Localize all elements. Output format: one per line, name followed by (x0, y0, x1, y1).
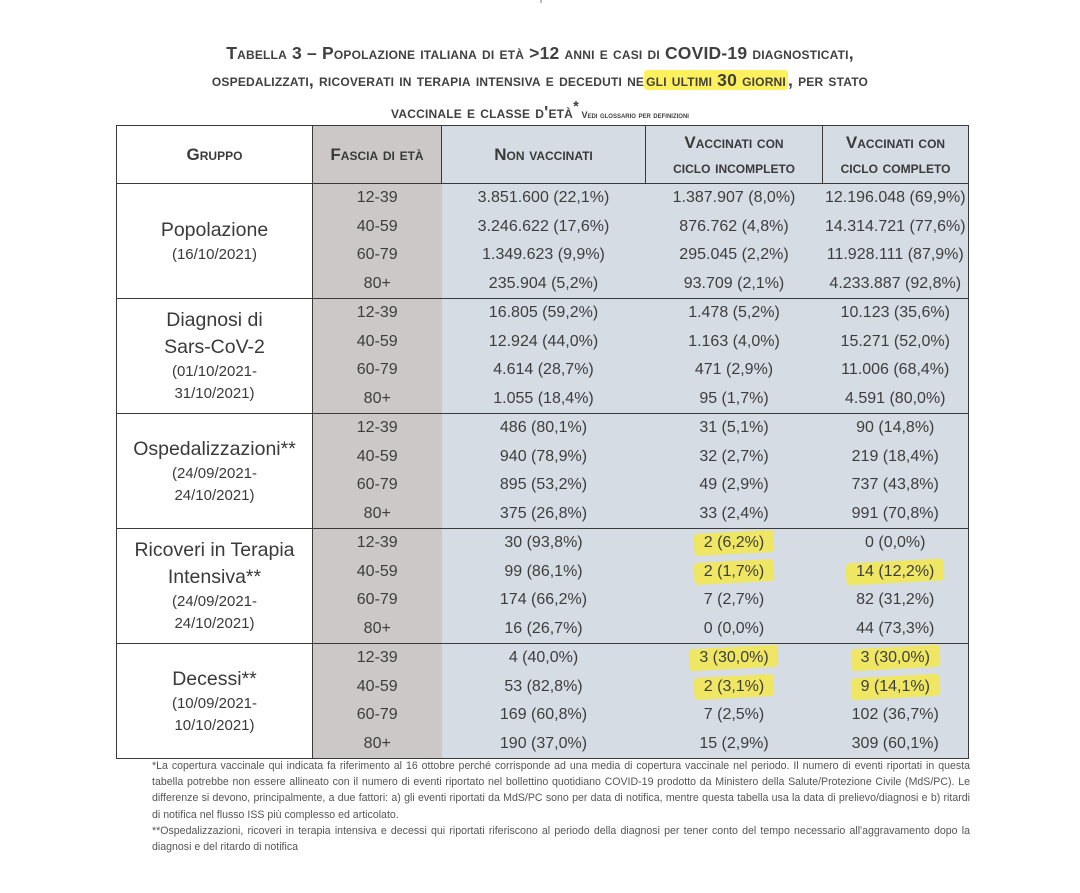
incompleto-cell-content (679, 241, 788, 269)
completo-cell-value: 10.123 (35,6%) (840, 304, 950, 322)
group-date-2: 31/10/2021) (174, 385, 255, 402)
completo-cell-content (845, 385, 946, 413)
non-vaccinati-cell (442, 558, 646, 587)
table-body (117, 184, 969, 759)
header-completo (823, 126, 969, 184)
completo-cell-content (841, 328, 950, 356)
age-band-cell-value: 40-59 (356, 447, 398, 465)
non-vaccinati-cell (442, 673, 646, 702)
title-line-3-text: vaccinale e classe d'età (391, 101, 574, 122)
age-band-cell-value: 12-39 (356, 419, 398, 437)
non-vaccinati-cell-value: 12.924 (44,0%) (488, 332, 599, 350)
header-incompleto-line1: Vaccinati con (684, 132, 784, 152)
completo-cell-content (825, 184, 966, 212)
non-vaccinati-cell-content (500, 701, 587, 729)
non-vaccinati-cell-content (500, 500, 587, 528)
non-vaccinati-cell (442, 500, 646, 529)
age-band-cell-value: 60-79 (356, 591, 398, 609)
age-band-cell-content (364, 730, 391, 758)
completo-cell (823, 299, 969, 328)
age-band-cell-content (357, 673, 398, 701)
non-vaccinati-cell-value: 486 (80,1%) (499, 419, 588, 437)
non-vaccinati-cell-value: 1.055 (18,4%) (493, 389, 594, 407)
age-band-cell-content (357, 241, 398, 269)
non-vaccinati-cell-content (509, 644, 578, 672)
incompleto-cell (646, 414, 823, 443)
age-band-cell (313, 356, 442, 385)
non-vaccinati-cell-value: 30 (93,8%) (504, 534, 583, 552)
header-gruppo: Gruppo (117, 126, 313, 184)
age-band-cell-value: 40-59 (356, 677, 398, 695)
completo-cell (823, 644, 969, 673)
completo-cell-content (861, 673, 930, 701)
age-band-cell-content (364, 615, 391, 643)
completo-cell-value: 0 (0,0%) (865, 534, 926, 552)
group-name: Decessi** (172, 667, 257, 690)
age-band-cell-value: 40-59 (356, 332, 398, 350)
age-band-cell-value: 40-59 (356, 217, 398, 235)
non-vaccinati-cell-content (504, 558, 582, 586)
title-asterisk: * (573, 99, 579, 115)
non-vaccinati-cell (442, 356, 646, 385)
non-vaccinati-cell-content (500, 414, 587, 442)
age-band-cell (313, 615, 442, 644)
completo-cell (823, 471, 969, 500)
group-name: Ricoveri in Terapia (134, 539, 295, 561)
age-band-cell-value: 12-39 (356, 189, 398, 207)
age-band-cell-value: 12-39 (356, 304, 398, 322)
non-vaccinati-cell (442, 443, 646, 472)
completo-cell-value: 82 (31,2%) (856, 591, 935, 609)
age-band-cell-value: 12-39 (356, 649, 398, 667)
age-band-cell (313, 270, 442, 299)
glossary-note: Vedi glossario per definizioni (578, 109, 689, 120)
age-band-cell-value: 80+ (363, 504, 391, 522)
non-vaccinati-cell (442, 586, 646, 615)
incompleto-cell-value: 471 (2,9%) (694, 361, 774, 379)
completo-cell-value: 9 (14,1%) (860, 677, 930, 695)
completo-cell-value: 737 (43,8%) (851, 476, 939, 494)
group-date-2: 24/10/2021) (174, 615, 255, 632)
incompleto-cell-value: 2 (3,1%) (703, 677, 765, 695)
title-line-1: Tabella 3 – Popolazione italiana di età >12 anni e casi di COVID-19 diagnosticati, (226, 43, 854, 63)
incompleto-cell (646, 586, 823, 615)
incompleto-cell-content (688, 299, 780, 327)
completo-cell-content (856, 414, 934, 442)
non-vaccinati-cell (442, 328, 646, 357)
non-vaccinati-cell (442, 184, 646, 213)
incompleto-cell (646, 385, 823, 414)
age-band-cell (313, 213, 442, 242)
incompleto-cell-value: 3 (30,0%) (699, 649, 769, 667)
completo-cell-content (856, 558, 934, 586)
non-vaccinati-cell (442, 529, 646, 558)
age-band-cell (313, 471, 442, 500)
header-row (117, 126, 969, 184)
completo-cell-content (825, 213, 966, 241)
incompleto-cell-content (673, 184, 796, 212)
age-band-cell-value: 80+ (363, 389, 391, 407)
group-date: (16/10/2021) (171, 245, 258, 263)
completo-cell (823, 730, 969, 759)
incompleto-cell (646, 328, 823, 357)
group-name: Ospedalizzazioni** (133, 437, 296, 460)
incompleto-cell-content (704, 701, 764, 729)
group-label (117, 529, 313, 644)
title-line-2-post: , per stato (787, 70, 869, 90)
completo-cell (823, 270, 969, 299)
age-band-cell-content (357, 356, 398, 384)
age-band-cell-content (357, 644, 398, 672)
completo-cell (823, 558, 969, 587)
non-vaccinati-cell-content (493, 385, 594, 413)
incompleto-cell-value: 876.762 (4,8%) (679, 217, 789, 235)
incompleto-cell-content (704, 529, 764, 557)
incompleto-cell (646, 701, 823, 730)
group-label (117, 644, 313, 759)
incompleto-cell (646, 615, 823, 644)
completo-cell-content (852, 471, 939, 499)
incompleto-cell-value: 1.478 (5,2%) (688, 304, 780, 322)
completo-cell (823, 673, 969, 702)
incompleto-cell-value: 2 (6,2%) (703, 534, 765, 552)
completo-cell-value: 14.314.721 (77,6%) (824, 217, 966, 235)
incompleto-cell-value: 93.709 (2,1%) (683, 274, 785, 292)
title-line-3 (110, 94, 970, 129)
non-vaccinati-cell-value: 99 (86,1%) (504, 562, 583, 580)
incompleto-cell (646, 241, 823, 270)
non-vaccinati-cell-value: 235.904 (5,2%) (488, 274, 599, 292)
table-row (117, 529, 969, 558)
group-name-2: Intensiva** (167, 566, 262, 588)
group-label (117, 299, 313, 414)
age-band-cell-content (364, 500, 391, 528)
completo-cell-content (865, 529, 925, 557)
incompleto-cell-content (699, 644, 768, 672)
age-band-cell (313, 184, 442, 213)
non-vaccinati-cell (442, 730, 646, 759)
group-date-2: 10/10/2021) (174, 716, 255, 734)
table-title (110, 40, 970, 129)
non-vaccinati-cell-content (504, 529, 582, 557)
non-vaccinati-cell-value: 895 (53,2%) (499, 476, 588, 494)
non-vaccinati-cell-content (504, 615, 582, 643)
non-vaccinati-cell-value: 190 (37,0%) (499, 734, 588, 752)
age-band-cell-content (357, 586, 398, 614)
vaccination-table (116, 125, 969, 759)
non-vaccinati-cell-value: 4.614 (28,7%) (493, 361, 594, 379)
footnote-2: **Ospedalizzazioni, ricoveri in terapia intensiva e decessi qui riportati riferiscono al periodo della diagnosi per tener conto del tempo necessario all'aggravamento dopo la diagnosi e del ritardo di notifica (152, 824, 970, 854)
non-vaccinati-cell-value: 375 (26,8%) (499, 504, 588, 522)
non-vaccinati-cell (442, 385, 646, 414)
non-vaccinati-cell (442, 644, 646, 673)
non-vaccinati-cell-content (500, 586, 587, 614)
incompleto-cell (646, 270, 823, 299)
incompleto-cell-content (699, 414, 768, 442)
incompleto-cell-value: 33 (2,4%) (699, 504, 769, 522)
age-band-cell (313, 673, 442, 702)
age-band-cell (313, 414, 442, 443)
completo-cell-value: 15.271 (52,0%) (840, 332, 950, 350)
non-vaccinati-cell-value: 16.805 (59,2%) (488, 304, 599, 322)
age-band-cell (313, 500, 442, 529)
non-vaccinati-cell-value: 16 (26,7%) (504, 619, 583, 637)
age-band-cell (313, 443, 442, 472)
age-band-cell-content (357, 701, 398, 729)
age-band-cell-content (357, 558, 398, 586)
incompleto-cell-value: 295.045 (2,2%) (679, 246, 789, 264)
incompleto-cell-content (699, 385, 768, 413)
age-band-cell-content (357, 471, 398, 499)
age-band-cell-value: 80+ (363, 274, 391, 292)
age-band-cell-value: 60-79 (356, 706, 398, 724)
incompleto-cell-value: 7 (2,7%) (703, 591, 765, 609)
incompleto-cell-value: 1.387.907 (8,0%) (672, 189, 796, 207)
completo-cell (823, 443, 969, 472)
incompleto-cell-content (699, 443, 768, 471)
completo-cell (823, 241, 969, 270)
completo-cell-value: 991 (70,8%) (851, 504, 939, 522)
age-band-cell (313, 558, 442, 587)
age-band-cell-content (357, 529, 398, 557)
incompleto-cell-content (699, 500, 768, 528)
completo-cell (823, 213, 969, 242)
non-vaccinati-cell-value: 3.851.600 (22,1%) (477, 189, 610, 207)
age-band-cell-content (357, 213, 398, 241)
incompleto-cell-content (699, 730, 768, 758)
completo-cell-value: 219 (18,4%) (851, 447, 939, 465)
completo-cell (823, 529, 969, 558)
age-band-cell (313, 701, 442, 730)
group-date: (01/10/2021- (171, 363, 258, 380)
non-vaccinati-cell-content (478, 213, 610, 241)
table-row (117, 299, 969, 328)
non-vaccinati-cell-content (500, 471, 587, 499)
age-band-cell-content (364, 270, 391, 298)
completo-cell (823, 328, 969, 357)
incompleto-cell (646, 184, 823, 213)
incompleto-cell-content (704, 558, 764, 586)
group-date: (10/09/2021- (171, 694, 258, 712)
completo-cell-value: 4.233.887 (92,8%) (829, 274, 962, 292)
incompleto-cell (646, 443, 823, 472)
completo-cell (823, 385, 969, 414)
incompleto-cell (646, 471, 823, 500)
non-vaccinati-cell (442, 414, 646, 443)
age-band-cell (313, 730, 442, 759)
completo-cell-content (852, 443, 939, 471)
age-band-cell-content (357, 184, 398, 212)
age-band-cell-value: 60-79 (356, 246, 398, 264)
completo-cell-content (856, 586, 934, 614)
title-highlight: gli ultimi 30 giorni (646, 70, 786, 90)
incompleto-cell-content (695, 356, 773, 384)
non-vaccinati-cell-content (500, 730, 587, 758)
completo-cell-content (841, 299, 950, 327)
header-non-vaccinati: Non vaccinati (442, 126, 646, 184)
non-vaccinati-cell (442, 701, 646, 730)
header-incompleto-line2: ciclo incompleto (673, 157, 795, 177)
completo-cell (823, 356, 969, 385)
incompleto-cell (646, 213, 823, 242)
group-name-2: Sars-CoV-2 (164, 336, 265, 358)
group-date: (24/09/2021- (171, 464, 258, 482)
age-band-cell-content (357, 443, 398, 471)
non-vaccinati-cell-value: 169 (60,8%) (499, 706, 588, 724)
age-band-cell (313, 644, 442, 673)
page-top-mark (540, 0, 542, 3)
incompleto-cell-content (704, 615, 764, 643)
non-vaccinati-cell (442, 615, 646, 644)
completo-cell-content (827, 241, 964, 269)
group-label (117, 414, 313, 529)
non-vaccinati-cell-content (500, 443, 587, 471)
incompleto-cell-value: 0 (0,0%) (703, 619, 765, 637)
completo-cell-value: 309 (60,1%) (851, 734, 939, 752)
completo-cell-value: 14 (12,2%) (856, 562, 935, 580)
non-vaccinati-cell (442, 213, 646, 242)
non-vaccinati-cell-value: 53 (82,8%) (504, 677, 583, 695)
non-vaccinati-cell-content (493, 356, 594, 384)
header-incompleto (646, 126, 823, 184)
completo-cell-value: 102 (36,7%) (851, 706, 939, 724)
header-completo-line1: Vaccinati con (845, 132, 946, 152)
non-vaccinati-cell-content (489, 299, 598, 327)
incompleto-cell-value: 32 (2,7%) (699, 447, 769, 465)
group-name: Diagnosi di (166, 309, 263, 331)
non-vaccinati-cell-value: 4 (40,0%) (508, 649, 579, 667)
incompleto-cell-content (699, 471, 768, 499)
incompleto-cell-value: 95 (1,7%) (699, 389, 769, 407)
completo-cell-value: 11.006 (68,4%) (841, 361, 950, 379)
completo-cell-content (856, 615, 934, 643)
non-vaccinati-cell (442, 471, 646, 500)
non-vaccinati-cell-value: 3.246.622 (17,6%) (477, 217, 610, 235)
non-vaccinati-cell-content (478, 184, 610, 212)
group-label (117, 184, 313, 299)
completo-cell (823, 615, 969, 644)
completo-cell (823, 701, 969, 730)
non-vaccinati-cell (442, 241, 646, 270)
completo-cell-content (852, 701, 939, 729)
age-band-cell-value: 60-79 (356, 476, 398, 494)
completo-cell-content (829, 270, 961, 298)
incompleto-cell (646, 356, 823, 385)
non-vaccinati-cell-value: 174 (66,2%) (499, 591, 588, 609)
incompleto-cell-content (684, 270, 785, 298)
completo-cell (823, 184, 969, 213)
completo-cell-content (852, 730, 939, 758)
incompleto-cell (646, 673, 823, 702)
incompleto-cell-value: 2 (1,7%) (703, 562, 765, 580)
non-vaccinati-cell (442, 270, 646, 299)
incompleto-cell (646, 730, 823, 759)
age-band-cell (313, 328, 442, 357)
incompleto-cell (646, 558, 823, 587)
age-band-cell-value: 40-59 (356, 562, 398, 580)
age-band-cell (313, 529, 442, 558)
footnotes (152, 758, 970, 855)
completo-cell (823, 586, 969, 615)
incompleto-cell-value: 1.163 (4,0%) (688, 332, 780, 350)
age-band-cell (313, 385, 442, 414)
group-date: (24/09/2021- (171, 593, 258, 610)
age-band-cell-content (357, 299, 398, 327)
age-band-cell-value: 80+ (363, 619, 391, 637)
incompleto-cell (646, 529, 823, 558)
age-band-cell-value: 80+ (363, 734, 391, 752)
completo-cell-content (861, 644, 930, 672)
incompleto-cell-value: 15 (2,9%) (699, 734, 769, 752)
incompleto-cell-content (688, 328, 780, 356)
completo-cell-value: 3 (30,0%) (860, 649, 930, 667)
completo-cell-value: 11.928.111 (87,9%) (826, 246, 964, 264)
age-band-cell-value: 12-39 (356, 534, 398, 552)
non-vaccinati-cell-content (489, 328, 598, 356)
incompleto-cell (646, 299, 823, 328)
table-row (117, 644, 969, 673)
non-vaccinati-cell-content (482, 241, 605, 269)
non-vaccinati-cell (442, 299, 646, 328)
incompleto-cell-content (704, 673, 764, 701)
table-row (117, 184, 969, 213)
age-band-cell-content (357, 328, 398, 356)
age-band-cell-content (364, 385, 391, 413)
incompleto-cell-value: 7 (2,5%) (703, 706, 765, 724)
group-name: Popolazione (160, 218, 269, 241)
age-band-cell-content (357, 414, 398, 442)
age-band-cell (313, 586, 442, 615)
table-row (117, 414, 969, 443)
age-band-cell-value: 60-79 (356, 361, 398, 379)
non-vaccinati-cell-content (504, 673, 582, 701)
header-fascia: Fascia di età (313, 126, 442, 184)
incompleto-cell-value: 49 (2,9%) (699, 476, 769, 494)
non-vaccinati-cell-value: 940 (78,9%) (499, 447, 588, 465)
non-vaccinati-cell-content (489, 270, 598, 298)
completo-cell-value: 44 (73,3%) (856, 619, 935, 637)
completo-cell (823, 500, 969, 529)
title-line-2-pre: ospedalizzati, ricoverati in terapia intensiva e deceduti ne (211, 70, 645, 90)
incompleto-cell-value: 31 (5,1%) (699, 419, 769, 437)
age-band-cell (313, 241, 442, 270)
incompleto-cell-content (704, 586, 764, 614)
non-vaccinati-cell-value: 1.349.623 (9,9%) (482, 246, 605, 264)
title-line-2 (110, 67, 970, 94)
completo-cell-value: 12.196.048 (69,9%) (824, 189, 966, 207)
completo-cell-value: 4.591 (80,0%) (844, 389, 946, 407)
completo-cell-value: 90 (14,8%) (856, 419, 935, 437)
completo-cell (823, 414, 969, 443)
completo-cell-content (841, 356, 949, 384)
footnote-1: *La copertura vaccinale qui indicata fa riferimento al 16 ottobre perché corrisponde ad una media di copertura vaccinale nel periodo. Il numero di eventi riportati in questa tabella potrebbe non essere allineato con il numero di eventi riportato nel bollettino quotidiano COVID-19 prodotto da Ministero della Salute/Protezione Civile (MdS/PC). Le differenze si devono, principalmente, a due fattori: a) gli eventi riportati da MdS/PC sono per data di notifica, mentre questa tabella usa la data di prelievo/diagnosi e b) ritardi di notifica nel flusso ISS più complesso ed articolato. (152, 760, 970, 821)
completo-cell-content (852, 500, 939, 528)
age-band-cell (313, 299, 442, 328)
incompleto-cell (646, 500, 823, 529)
header-completo-line2: ciclo completo (840, 157, 951, 177)
group-date-2: 24/10/2021) (174, 486, 255, 504)
incompleto-cell-content (679, 213, 788, 241)
incompleto-cell (646, 644, 823, 673)
